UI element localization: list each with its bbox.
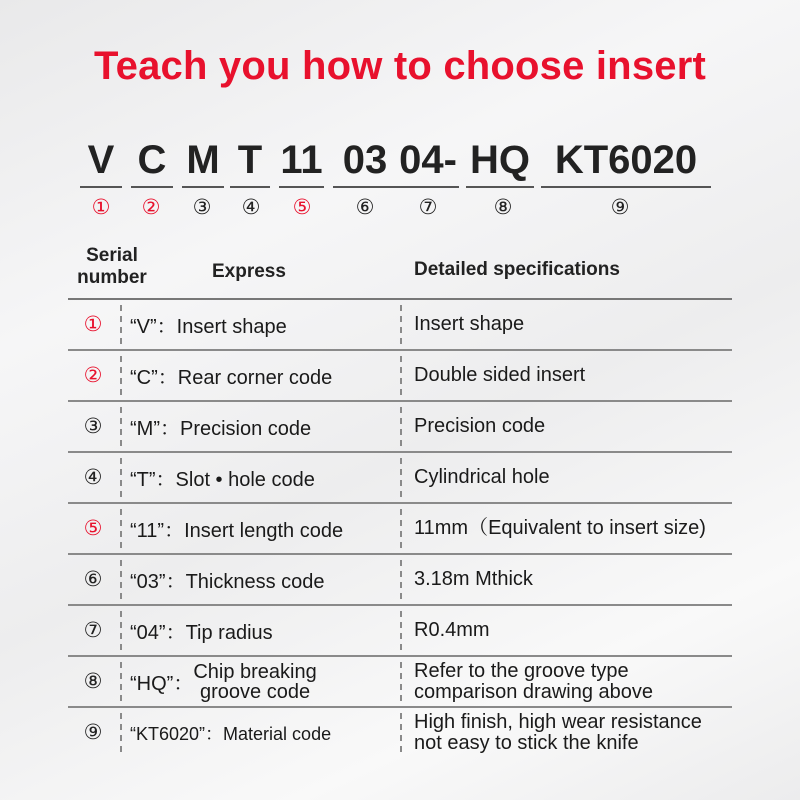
code-number: ⑤ xyxy=(292,196,312,219)
code-segment-slot-hole: T xyxy=(230,136,270,188)
row-express: “HQ”： Chip breaking groove code xyxy=(130,660,317,703)
insert-code-row xyxy=(0,136,800,192)
row-express: “04”：Tip radius xyxy=(130,622,273,644)
table-row xyxy=(68,504,732,555)
row-detail: R0.4mm xyxy=(414,619,490,641)
code-segment-thickness: 03 xyxy=(333,136,397,188)
row-serial-number: ⑨ xyxy=(83,721,103,744)
row-serial-number: ④ xyxy=(83,466,103,489)
row-detail: 3.18m Mthick xyxy=(414,568,533,590)
row-express: “C”：Rear corner code xyxy=(130,367,333,389)
code-number: ⑨ xyxy=(610,196,630,219)
header-express: Express xyxy=(212,261,286,282)
code-segment-tip-radius: 04- xyxy=(397,136,459,188)
code-number: ④ xyxy=(241,196,261,219)
table-row xyxy=(68,351,732,402)
row-express: “T”：Slot • hole code xyxy=(130,469,315,491)
table-row xyxy=(68,453,732,504)
row-serial-number: ⑦ xyxy=(83,619,103,642)
row-serial-number: ⑤ xyxy=(83,517,103,540)
table-row xyxy=(68,708,732,757)
code-segment-rear-corner: C xyxy=(131,136,173,188)
code-number: ⑧ xyxy=(493,196,513,219)
row-detail: Double sided insert xyxy=(414,364,586,386)
row-detail: Precision code xyxy=(414,415,546,437)
code-number: ① xyxy=(91,196,111,219)
row-detail: 11mm（Equivalent to insert size) xyxy=(414,517,706,539)
table-row xyxy=(68,300,732,351)
page-title: Teach you how to choose insert xyxy=(93,44,706,88)
header-detailed-specifications: Detailed specifications xyxy=(414,259,620,280)
row-express: “03”：Thickness code xyxy=(130,571,325,593)
header-serial-number: Serial number xyxy=(77,245,147,288)
row-express: “M”：Precision code xyxy=(130,418,312,440)
row-express: “11”：Insert length code xyxy=(130,520,344,542)
table-row xyxy=(68,555,732,606)
row-serial-number: ③ xyxy=(83,415,103,438)
code-segment-precision: M xyxy=(182,136,224,188)
row-serial-number: ① xyxy=(83,313,103,336)
row-serial-number: ⑧ xyxy=(83,670,103,693)
row-express: “KT6020”：Material code xyxy=(130,723,332,744)
row-detail: Refer to the groove type comparison drawing above xyxy=(414,659,654,703)
code-number: ② xyxy=(141,196,161,219)
code-segment-material: KT6020 xyxy=(541,136,711,188)
code-segment-length: 11 xyxy=(279,136,324,188)
row-express: “V”：Insert shape xyxy=(130,316,287,338)
table-row xyxy=(68,402,732,453)
row-detail: Cylindrical hole xyxy=(414,466,550,488)
row-serial-number: ⑥ xyxy=(83,568,103,591)
row-detail: Insert shape xyxy=(414,313,525,335)
code-segment-chip-breaker: HQ xyxy=(466,136,534,188)
code-number: ③ xyxy=(192,196,212,219)
code-number: ⑦ xyxy=(418,196,438,219)
spec-table xyxy=(68,300,732,757)
row-detail: High finish, high wear resistance not easy to stick the knife xyxy=(414,710,702,754)
code-number: ⑥ xyxy=(355,196,375,219)
code-number-row xyxy=(0,196,800,222)
row-serial-number: ② xyxy=(83,364,103,387)
table-row xyxy=(68,657,732,708)
table-row xyxy=(68,606,732,657)
code-segment-shape: V xyxy=(80,136,122,188)
